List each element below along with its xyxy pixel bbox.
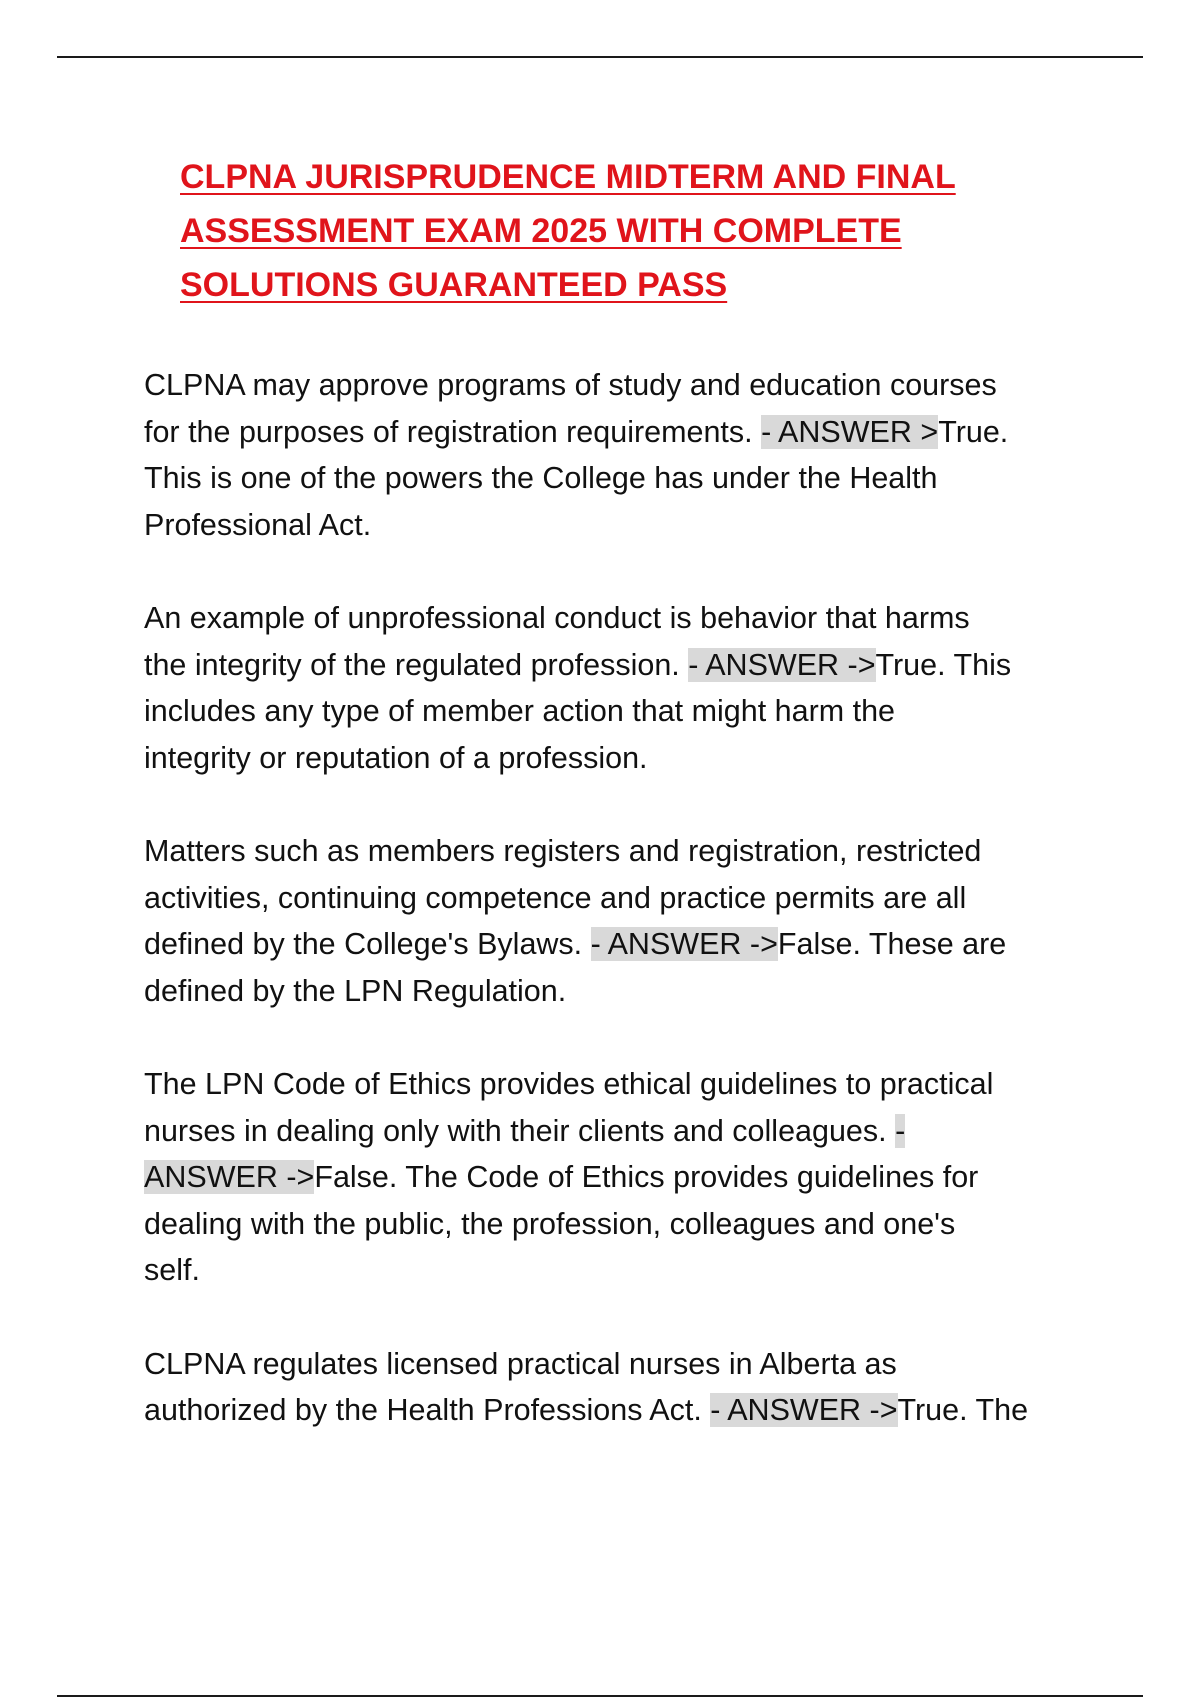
- question-line: An example of unprofessional conduct is behavior that harms: [144, 601, 970, 635]
- qa-item: [144, 595, 1104, 781]
- answer-line: Professional Act.: [144, 507, 372, 542]
- answer-line: integrity or reputation of a profession.: [144, 740, 648, 775]
- question-line: activities, continuing competence and practice permits are all: [144, 880, 967, 915]
- question-answer-line: [144, 1154, 1104, 1201]
- answer-line: defined by the LPN Regulation.: [144, 973, 567, 1008]
- answer-text: True.: [938, 414, 1009, 449]
- title-line: ASSESSMENT EXAM 2025 WITH COMPLETE: [180, 212, 902, 250]
- header-rule: [57, 56, 1143, 58]
- answer-tag: - ANSWER ->: [710, 1393, 898, 1427]
- question-line: [144, 1108, 1104, 1155]
- title-line: CLPNA JURISPRUDENCE MIDTERM AND FINAL: [180, 158, 956, 196]
- document-title: [180, 150, 1060, 312]
- question-text: the integrity of the regulated profession.: [144, 647, 689, 682]
- question-line: Matters such as members registers and registration, restricted: [144, 834, 982, 868]
- answer-text: True. The: [897, 1393, 1029, 1427]
- answer-text: True. This: [875, 647, 1012, 682]
- qa-item: [144, 828, 1104, 1014]
- qa-item: [144, 1341, 1104, 1434]
- question-answer-line: [144, 642, 1104, 689]
- qa-item: [144, 362, 1104, 548]
- question-line: The LPN Code of Ethics provides ethical guidelines to practical: [144, 1067, 994, 1101]
- answer-line: This is one of the powers the College has under the Health: [144, 461, 938, 495]
- question-line: CLPNA may approve programs of study and education courses: [144, 368, 997, 402]
- title-line: SOLUTIONS GUARANTEED PASS: [180, 266, 728, 304]
- question-text: authorized by the Health Professions Act.: [144, 1393, 711, 1427]
- question-answer-line: [144, 1387, 1104, 1434]
- question-line: CLPNA regulates licensed practical nurses in Alberta as: [144, 1346, 897, 1381]
- question-text: for the purposes of registration requirements.: [144, 414, 762, 449]
- question-text: defined by the College's Bylaws.: [144, 927, 591, 961]
- answer-text: False. The Code of Ethics provides guidelines for: [314, 1160, 979, 1194]
- answer-tag: -: [895, 1113, 906, 1148]
- answer-line: includes any type of member action that might harm the: [144, 694, 896, 728]
- answer-tag: - ANSWER ->: [688, 647, 876, 682]
- question-text: nurses in dealing only with their clients and colleagues.: [144, 1113, 896, 1148]
- question-answer-line: [144, 921, 1104, 968]
- question-answer-line: [144, 409, 1104, 456]
- answer-line: self.: [144, 1253, 200, 1287]
- answer-line: dealing with the public, the profession, colleagues and one's: [144, 1206, 956, 1241]
- answer-tag: - ANSWER ->: [590, 927, 778, 961]
- qa-item: [144, 1061, 1104, 1294]
- answer-tag: - ANSWER >: [761, 414, 939, 449]
- footer-rule: [57, 1695, 1143, 1697]
- answer-text: False. These are: [777, 927, 1007, 961]
- qa-list: [144, 362, 1104, 1481]
- answer-tag: ANSWER ->: [144, 1160, 315, 1194]
